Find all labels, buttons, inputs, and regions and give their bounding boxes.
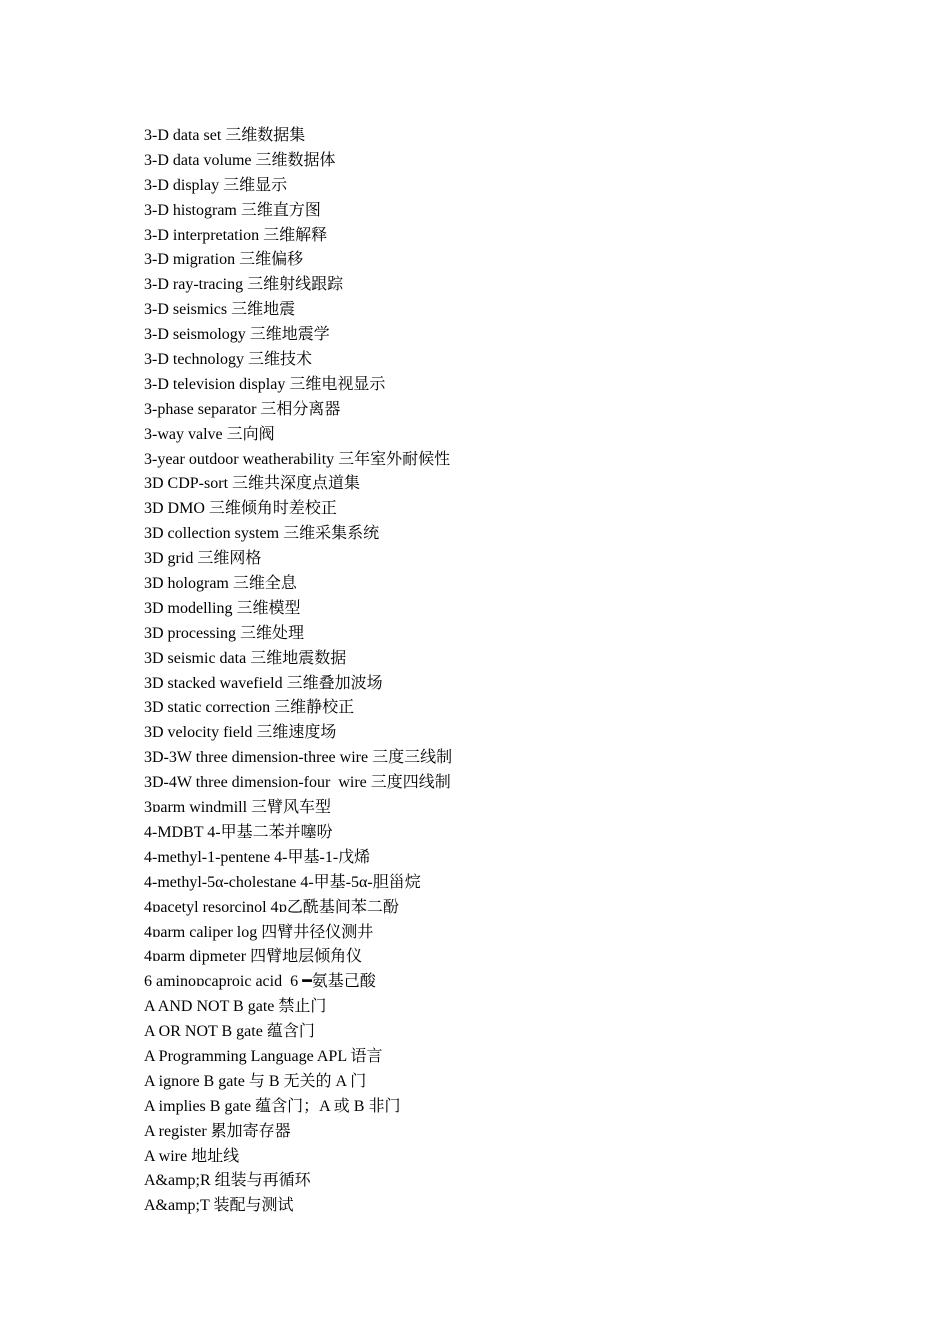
glossary-entry: 3-year outdoor weatherability 三年室外耐候性: [144, 450, 451, 468]
glossary-entry: 3D DMO 三维倾角时差校正: [144, 500, 337, 518]
glossary-entry: 3-D ray-tracing 三维射线跟踪: [144, 276, 344, 294]
glossary-entry: 4ɒarm caliper log 四臂井径仪测井: [144, 923, 374, 941]
glossary-entry: 3ɒarm windmill 三臂风车型: [144, 799, 332, 817]
glossary-entry: 3D grid 三维网格: [144, 550, 262, 568]
glossary-entry: 3-D television display 三维电视显示: [144, 375, 386, 393]
glossary-entry: 3-D data volume 三维数据体: [144, 151, 336, 169]
glossary-entry: 3-D migration 三维偏移: [144, 251, 304, 269]
glossary-entry: A AND NOT B gate 禁止门: [144, 998, 327, 1016]
glossary-entry: 3D CDP-sort 三维共深度点道集: [144, 475, 361, 493]
glossary-entry: 4-methyl-1-pentene 4-甲基-1-戊烯: [144, 848, 371, 866]
glossary-list: [144, 124, 452, 1219]
glossary-entry: 3D stacked wavefield 三维叠加波场: [144, 674, 383, 692]
glossary-entry: 3-D data set 三维数据集: [144, 127, 306, 144]
glossary-entry: A implies B gate 蕴含门；A 或 B 非门: [144, 1097, 401, 1115]
glossary-entry: A&amp;R 组装与再循环: [144, 1172, 311, 1190]
glossary-entry: A register 累加寄存器: [144, 1122, 291, 1140]
glossary-entry: 3D processing 三维处理: [144, 624, 304, 642]
glossary-entry: A Programming Language APL 语言: [144, 1047, 383, 1065]
glossary-entry: 3-way valve 三向阀: [144, 425, 275, 443]
glossary-entry: 4ɒacetyl resorcinol 4ɒ乙酰基间苯二酚: [144, 898, 399, 916]
glossary-entry: 4ɒarm dipmeter 四臂地层倾角仪: [144, 948, 363, 966]
glossary-entry: 4-methyl-5α-cholestane 4-甲基-5α-胆甾烷: [144, 873, 421, 891]
glossary-entry: 3-D technology 三维技术: [144, 351, 312, 369]
glossary-entry: 3-D histogram 三维直方图: [144, 201, 321, 219]
glossary-entry: A ignore B gate 与 B 无关的 A 门: [144, 1072, 367, 1090]
glossary-entry: 3D modelling 三维模型: [144, 599, 301, 617]
glossary-entry: A wire 地址线: [144, 1147, 240, 1165]
glossary-entry: 3-phase separator 三相分离器: [144, 400, 341, 418]
glossary-entry: 3D collection system 三维采集系统: [144, 525, 380, 543]
glossary-entry: 3D-4W three dimension-four wire 三度四线制: [144, 774, 451, 792]
glossary-entry: 3-D seismology 三维地震学: [144, 326, 330, 344]
glossary-entry: 3D-3W three dimension-three wire 三度三线制: [144, 749, 453, 767]
glossary-entry: 6 aminoɒcaproic acid 6 ━氨基己酸: [144, 973, 376, 991]
glossary-entry: 3D seismic data 三维地震数据: [144, 649, 347, 667]
glossary-entry: 3-D interpretation 三维解释: [144, 226, 328, 244]
glossary-entry: 3D hologram 三维全息: [144, 575, 297, 593]
glossary-entry: 3D static correction 三维静校正: [144, 699, 355, 717]
glossary-entry: 4-MDBT 4-甲基二苯并噻吩: [144, 823, 333, 841]
glossary-entry: 3D velocity field 三维速度场: [144, 724, 337, 742]
glossary-entry: 3-D seismics 三维地震: [144, 301, 296, 319]
glossary-entry: A OR NOT B gate 蕴含门: [144, 1023, 315, 1041]
glossary-entry: 3-D display 三维显示: [144, 176, 288, 194]
glossary-entry: A&amp;T 装配与测试: [144, 1197, 294, 1215]
